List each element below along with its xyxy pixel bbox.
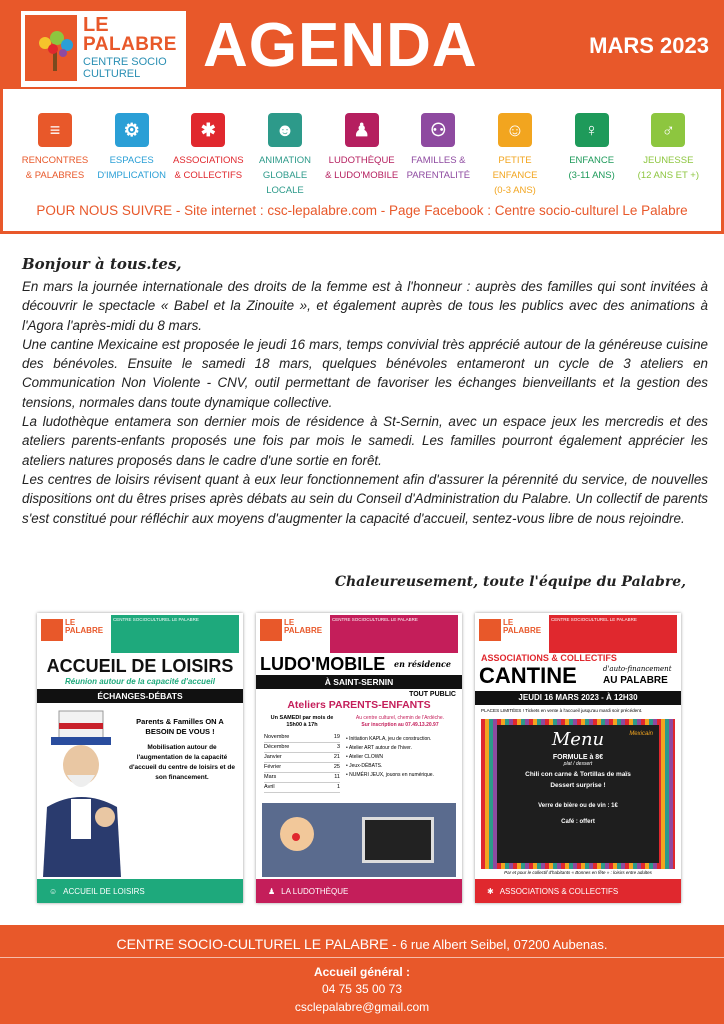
date-day: 3 [336,744,340,750]
poster-formula-sub: plat / dessert [563,761,593,767]
people-icon: ☻ [268,113,302,147]
footer-name: CENTRE SOCIO-CULTUREL LE PALABRE [116,936,389,952]
poster-logo [260,619,282,641]
header [0,0,724,234]
poster-menu-title: Menu [551,729,605,750]
poster-logo [41,619,63,641]
poster-title-suffix2: AU PALABRE [603,675,668,686]
poster-bubble-title: Parents & Familles ON A BESOIN DE VOUS ! [136,717,224,736]
activity-item: • Atelier CLOWN [346,754,384,760]
gears-icon: ⚙ [115,113,149,147]
poster-footer-label: LA LUDOTHÈQUE [281,886,349,896]
poster-footer [256,879,462,903]
poster-info-box [111,615,239,653]
category-0 [15,113,95,183]
logo-le-text: LE [83,14,109,36]
category-4 [322,113,402,183]
activity-item: • Initiation KAPLA, jeu de construction. [346,736,432,742]
date-month: Avril [264,784,275,790]
activity-item: • NUMÉRI JEUX, jouons en numérique. [346,772,434,778]
poster-info-title: CENTRE SOCIOCULTUREL LE PALABRE [332,617,418,622]
category-1 [92,113,172,183]
intro-paragraph: Les centres de loisirs révisent quant à eux leur fonctionnement afin d'assurer la pérennité du service, de nouvelles dispositions ont du êtres prises après débats au sein du Conseil d'Administration du Palabre. Un collectif de parents s'est constitué pour réfléchir aux moyens d'augmenter la capacité d'accueil, sentez-vous libre de nous rejoindre. [22,471,708,526]
poster-band: ÉCHANGES-DÉBATS [37,689,243,703]
poster-coffee: Café : offert [561,819,595,825]
activity-item: • Jeux-DÉBATS. [346,763,383,769]
family-icon: ⚇ [421,113,455,147]
poster-inscription: Sur inscription au 07.49.13.20.97 [361,722,439,728]
category-label: ANIMATION GLOBALE LOCALE [258,155,312,196]
date-month: Décembre [264,744,290,750]
footer-address: - 6 rue Albert Seibel, 07200 Aubenas. [388,937,608,952]
poster-drinks: Verre de bière ou de vin : 1€ [538,803,618,809]
date-day: 19 [333,734,340,740]
chess-icon: ♟ [345,113,379,147]
logo-emblem [25,15,77,81]
date-row [264,753,340,763]
poster-ludomobile[interactable] [256,613,462,903]
poster-info-box [330,615,458,653]
date-month: Janvier [264,754,282,760]
category-label: JEUNESSE (12 ANS ET +) [637,155,699,181]
poster-title: CANTINE [479,663,577,688]
footer-address-line [0,936,724,952]
network-icon: ✱ [487,886,494,896]
poster-band: JEUDI 16 MARS 2023 - À 12H30 [475,691,681,705]
category-label: LUDOTHÈQUE & LUDO'MOBILE [325,155,399,181]
tree-icon [33,29,77,73]
poster-menu-frame [481,719,675,869]
poster-title-top: ASSOCIATIONS & COLLECTIFS [481,653,617,663]
date-day: 25 [333,764,340,770]
poster-date-list [264,733,340,793]
signoff: Chaleureusement, toute l'équipe du Palabre, [334,574,686,590]
poster-info-title: CENTRE SOCIOCULTUREL LE PALABRE [113,617,199,622]
poster-title-suffix: d'auto-financement [603,665,672,673]
poster-footer [475,879,681,903]
poster-tagline: Par et pour le collectif d'habitants « Bonnes en fête » : loisirs entre adultes [504,870,652,875]
baby-icon: ☺ [498,113,532,147]
intro-paragraph: Une cantine Mexicaine est proposée le jeudi 16 mars, temps convivial très apprécié autour de la généreuse cuisine des bénévoles. Ensuite le samedi 18 mars, quelques bénévoles entameront un cycle de 3 ateliers en Communication Non Violente - CNV, outil permettant de favoriser les échanges bienveillants et la gestion des tensions, normales dans toute dynamique collective. [22,336,708,410]
poster-title-suffix: en résidence [394,659,451,669]
poster-info-title: CENTRE SOCIOCULTUREL LE PALABRE [551,617,637,622]
intro-text [22,277,708,528]
category-label: ESPACES D'IMPLICATION [97,155,166,181]
poster-header [475,613,681,657]
poster-activity-list [346,735,456,780]
follow-links: POUR NOUS SUIVRE - Site internet : csc-lepalabre.com - Page Facebook : Centre socio-culturel Le Palabre [36,203,688,218]
footer-divider [0,957,724,958]
poster-menu-board [497,725,659,863]
footer-email[interactable]: csclepalabre@gmail.com [294,1000,430,1014]
activity-item: • Atelier ART autour de l'hiver. [346,745,412,751]
date-row [264,743,340,753]
poster-public: TOUT PUBLIC [409,691,456,698]
date-month: Mars [264,774,277,780]
poster-bubble-text: Mobilisation autour de l'augmentation de la capacité d'accueil du centre de loisirs et de son financement. [129,744,235,781]
poster-title: LUDO'MOBILE [260,654,386,674]
youth-icon: ♂ [651,113,685,147]
network-icon: ✱ [191,113,225,147]
date-month: Février [264,764,282,770]
poster-logo-text: LE PALABRE [503,618,542,635]
page-title: AGENDA [203,11,478,80]
date-row [264,783,340,793]
poster-logo-text: LE PALABRE [284,618,323,635]
category-3 [245,113,325,198]
month-label: MARS 2023 [589,33,709,58]
poster-cantine[interactable] [475,613,681,903]
poster-info-box [549,615,677,653]
poster-footer-label: ACCUEIL DE LOISIRS [63,886,145,896]
category-label: FAMILLES & PARENTALITÉ [406,155,471,181]
poster-schedule-head: Un SAMEDI par mois de 15h00 à 17h [270,715,334,728]
date-month: Novembre [264,734,290,740]
poster-logo-text: LE PALABRE [65,618,104,635]
chess-icon: ♟ [268,886,276,896]
category-label: ENFANCE (3-11 ANS) [568,155,615,181]
poster-dessert: Dessert surprise ! [550,782,606,789]
footer [0,925,724,1024]
poster-accueil-loisirs[interactable] [37,613,243,903]
poster-header [256,613,462,657]
category-2 [168,113,248,183]
poster-subtitle: Réunion autour de la capacité d'accueil [65,677,215,686]
category-5 [398,113,478,183]
category-label: ASSOCIATIONS & COLLECTIFS [173,155,244,181]
category-6 [475,113,555,198]
footer-phone[interactable]: 04 75 35 00 73 [321,982,403,996]
poster-workshop: Ateliers PARENTS-ENFANTS [287,699,431,711]
poster-logo [479,619,501,641]
poster-dish: Chili con carne & Tortillas de maïs [525,771,631,778]
greeting: Bonjour à tous.tes, [22,255,182,273]
date-day: 11 [334,774,340,780]
palabre-logo [21,11,186,87]
poster-menu-tag: Mexicain [629,731,653,737]
date-row [264,773,340,783]
date-row [264,763,340,773]
poster-photo [262,803,456,877]
logo-subtitle: CENTRE SOCIO CULTUREL [83,56,167,80]
poster-title: ACCUEIL DE LOISIRS [46,656,234,676]
poster-place-line: Au centre culturel, chemin de l'Ardèche. [355,715,445,721]
poster-place [344,715,456,729]
child-icon: ☺ [49,886,58,896]
footer-accueil-label: Accueil général : [313,965,411,979]
date-day: 1 [336,784,340,790]
category-7 [552,113,632,183]
date-row [264,733,340,743]
poster-footer [37,879,243,903]
bla-bla-icon: ≡ [38,113,72,147]
category-label: RENCONTRES & PALABRES [21,155,89,181]
header-band [3,3,721,89]
category-row [17,113,707,196]
category-8 [628,113,708,183]
category-label: PETITE ENFANCE (0-3 ANS) [492,155,538,196]
poster-formula: FORMULE à 8€ [552,754,604,761]
uncle-sam-illustration [41,707,123,877]
poster-footer-label: ASSOCIATIONS & COLLECTIFS [499,886,619,896]
poster-band: À SAINT-SERNIN [256,675,462,689]
poster-places: PLACES LIMITÉES ! Tickets en vente à l'accueil jusqu'au mardi soir précédent. [481,708,643,713]
intro-paragraph: En mars la journée internationale des droits de la femme est à l'honneur : auprès des familles qui sont invitées à découvrir le spectacle « Babel et la Zinouite », et également auprès de tous les publics avec des animations à l'Agora l'après-midi du 8 mars. [22,279,708,333]
child-icon: ♀ [575,113,609,147]
poster-header [37,613,243,657]
date-day: 21 [333,754,340,760]
logo-palabre-text: PALABRE [83,34,177,55]
intro-paragraph: La ludothèque entamera son dernier mois de résidence à St-Sernin, avec un espace jeux les mercredis et des ateliers parents-enfants proposés une fois par mois le samedi. Les familles pourront également apprécier les ateliers natures proposés dans le cadre d'une sortie en forêt. [22,414,708,468]
